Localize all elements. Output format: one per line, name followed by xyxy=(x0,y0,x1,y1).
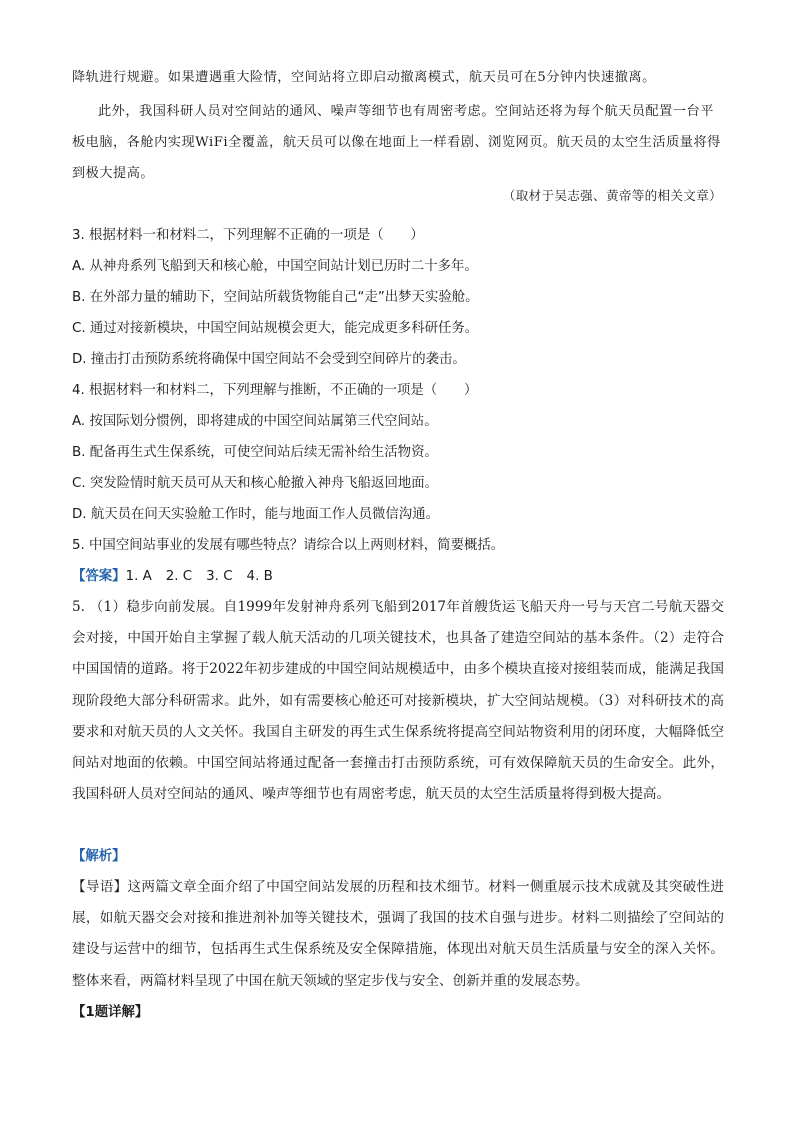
answer-3: 3. C xyxy=(206,569,233,584)
detail-1-heading: 【1题详解】 xyxy=(72,1005,149,1020)
question-3-option-c: C. 通过对接新模块，中国空间站规模会更大，能完成更多科研任务。 xyxy=(72,321,479,336)
question-4-option-d: D. 航天员在问天实验舱工作时，能与地面工作人员微信沟通。 xyxy=(72,507,439,522)
answer-2: 2. C xyxy=(165,569,193,584)
answer-1: 1. A xyxy=(125,569,152,584)
answer-tag: 【答案】 xyxy=(72,569,126,584)
question-4-option-c: C. 突发险情时航天员可从天和核心舱撤入神舟飞船返回地面。 xyxy=(72,476,439,491)
guide-paragraph: 【导语】这两篇文章全面介绍了中国空间站发展的历程和技术细节。材料一侧重展示技术成就及其突破性进展，如航天器交会对接和推进剂补加等关键技术，强调了我国的技术自强与进步。材料二则描绘了空间站的建设与运营中的细节，包括再生式生保系统及安全保障措施，体现出对航天员生活质量与安全的深入关怀。整体来看，两篇材料呈现了中国在航天领域的坚定步伐与安全、创新并重的发展态势。 xyxy=(72,879,724,989)
passage-source: （取材于吴志强、黄帝等的相关文章） xyxy=(502,188,722,203)
answer-4: 4. B xyxy=(246,569,273,584)
question-3-stem: 3. 根据材料一和材料二，下列理解不正确的一项是（ ） xyxy=(72,228,424,243)
analysis-tag: 【解析】 xyxy=(72,849,126,864)
answer-5-paragraph: 5. （1）稳步向前发展。自1999年发射神舟系列飞船到2017年首艘货运飞船天舟一号与天宫二号航天器交会对接，中国开始自主掌握了载人航天活动的几项关键技术，也具备了建造空间站的基本条件。（2）走符合中国国情的道路。将于2022年初步建成的中国空间站规模适中，由多个模块直接对接组装而成，能满足我国现阶段绝大部分科研需求。此外，如有需要核心舱还可对接新模块，扩大空间站规模。（3）对科研技术的高要求和对航天员的人文关怀。我国自主研发的再生式生保系统将提高空间站物资利用的闭环度，大幅降低空间站对地面的依赖。中国空间站将通过配备一套撞击打击预防系统，可有效保障航天员的生命安全。此外，我国科研人员对空间站的通风、噪声等细节也有周密考虑，航天员的太空生活质量将得到极大提高。 xyxy=(72,599,724,803)
answer-line xyxy=(72,565,722,584)
passage-paragraph: 此外，我国科研人员对空间站的通风、噪声等细节也有周密考虑。空间站还将为每个航天员配置一台平板电脑，各舱内实现WiFi全覆盖，航天员可以像在地面上一样看剧、浏览网页。航天员的太空生活质量将得到极大提高。 xyxy=(72,104,721,181)
question-3-option-d: D. 撞击打击预防系统将确保中国空间站不会受到空间碎片的袭击。 xyxy=(72,352,466,367)
passage-line: 降轨进行规避。如果遭遇重大险情，空间站将立即启动撤离模式，航天员可在5分钟内快速撤离。 xyxy=(72,70,656,85)
question-3-option-a: A. 从神舟系列飞船到天和核心舱，中国空间站计划已历时二十多年。 xyxy=(72,259,478,274)
question-5-stem: 5. 中国空间站事业的发展有哪些特点？请综合以上两则材料，简要概括。 xyxy=(72,538,505,553)
question-4-stem: 4. 根据材料一和材料二，下列理解与推断，不正确的一项是（ ） xyxy=(72,383,478,398)
question-4-option-b: B. 配备再生式生保系统，可使空间站后续无需补给生活物资。 xyxy=(72,445,438,460)
question-4-option-a: A. 按国际划分惯例，即将建成的中国空间站属第三代空间站。 xyxy=(72,414,438,429)
question-3-option-b: B. 在外部力量的辅助下，空间站所载货物能自己“走”出梦天实验舱。 xyxy=(72,290,479,305)
